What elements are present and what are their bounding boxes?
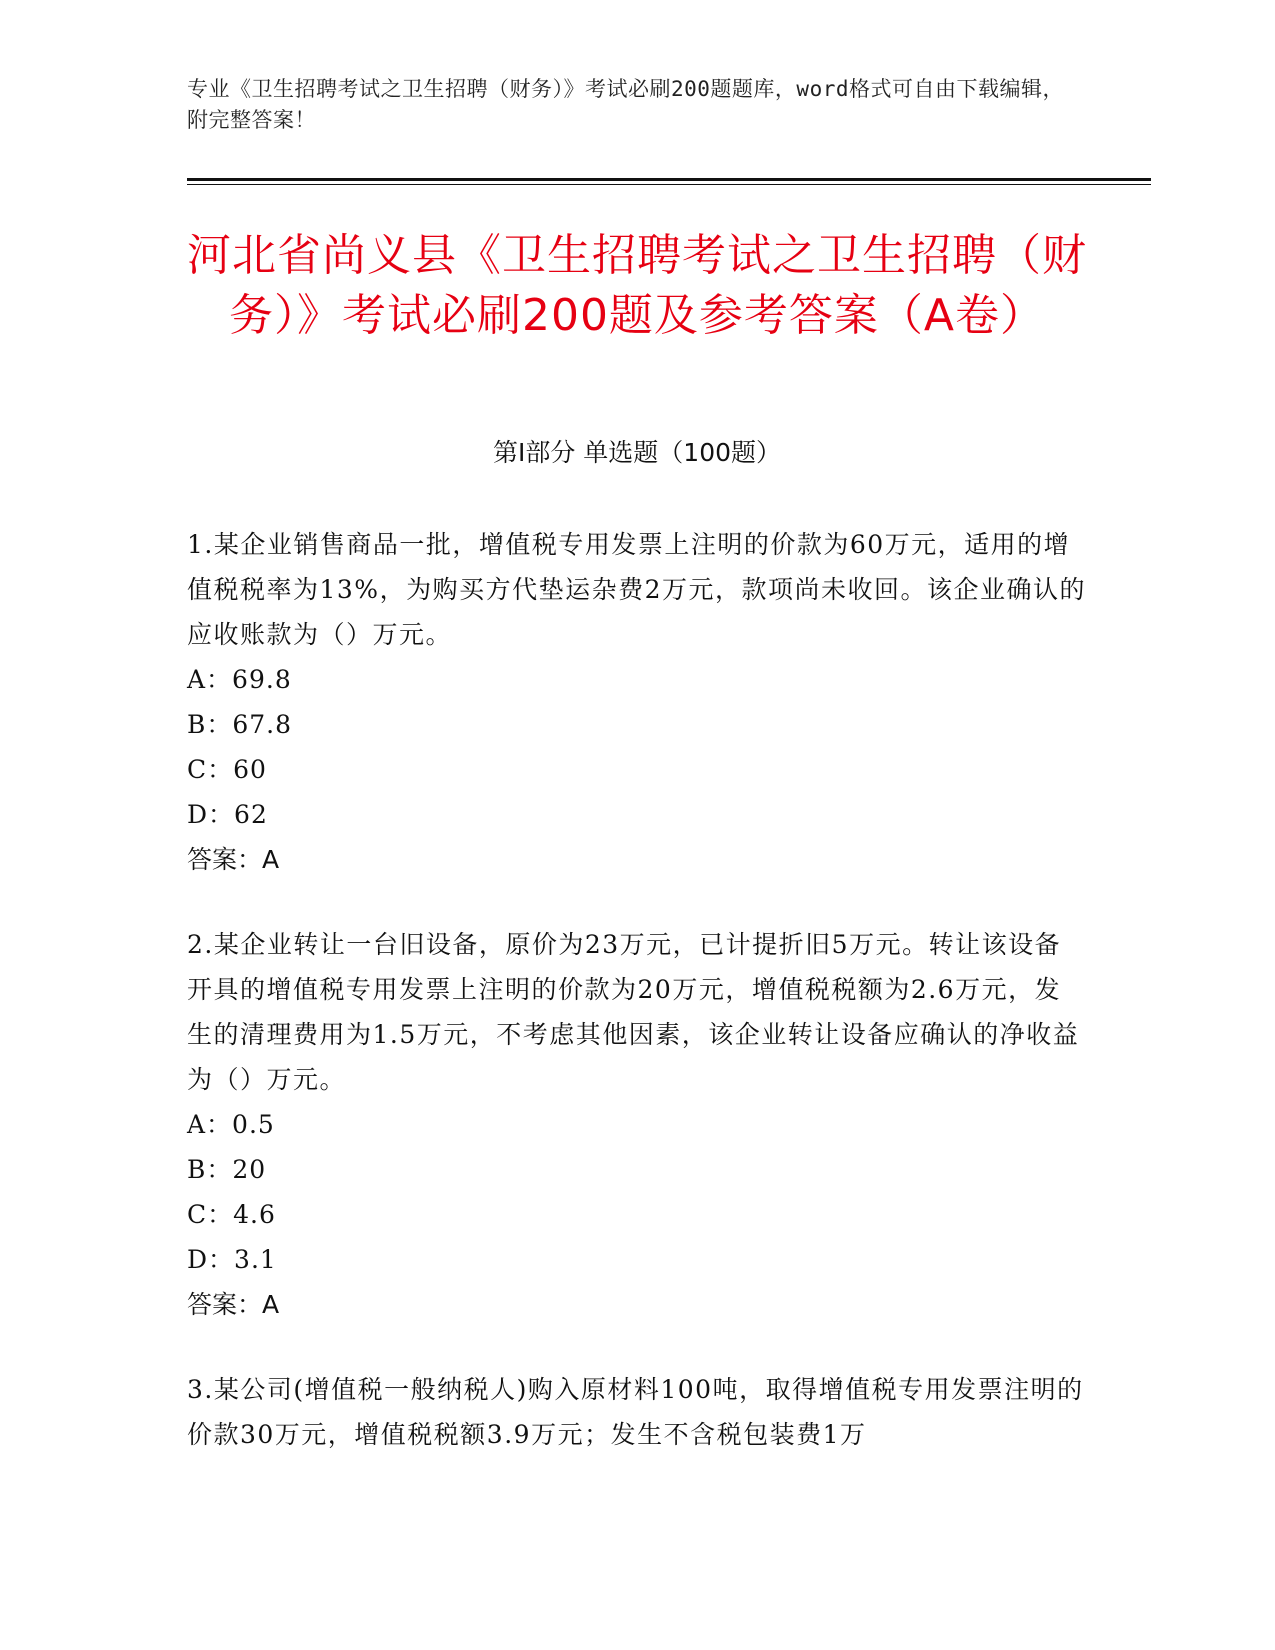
question-3 <box>187 1367 1087 1457</box>
option-d: D：62 <box>187 800 268 829</box>
header-divider-thin <box>187 184 1151 185</box>
option-a: A：69.8 <box>187 665 292 694</box>
question-2 <box>187 922 1087 1327</box>
question-text: 2.某企业转让一台旧设备，原价为23万元，已计提折旧5万元。转让该设备开具的增值税专用发票上注明的价款为20万元，增值税税额为2.6万元，发生的清理费用为1.5万元，不考虑其他因素，该企业转让设备应确认的净收益为（）万元。 <box>187 930 1080 1094</box>
header-divider-thick <box>187 178 1151 181</box>
question-text: 1.某企业销售商品一批，增值税专用发票上注明的价款为60万元，适用的增值税税率为13%，为购买方代垫运杂费2万元，款项尚未收回。该企业确认的应收账款为（）万元。 <box>187 530 1086 649</box>
answer: 答案：A <box>187 845 280 874</box>
option-c: C：60 <box>187 755 267 784</box>
option-a: A：0.5 <box>187 1110 275 1139</box>
section-title: 第I部分 单选题（100题） <box>492 438 782 467</box>
document-title: 河北省尚义县《卫生招聘考试之卫生招聘（财务）》考试必刷200题及参考答案（A卷） <box>187 230 1087 341</box>
question-text: 3.某公司(增值税一般纳税人)购入原材料100吨，取得增值税专用发票注明的价款30万元，增值税税额3.9万元；发生不含税包装费1万 <box>187 1375 1084 1449</box>
option-b: B：67.8 <box>187 710 293 739</box>
question-1 <box>187 522 1087 882</box>
option-d: D：3.1 <box>187 1245 277 1274</box>
option-b: B：20 <box>187 1155 267 1184</box>
option-c: C：4.6 <box>187 1200 276 1229</box>
question-list <box>187 522 1087 1497</box>
header-note: 专业《卫生招聘考试之卫生招聘（财务）》考试必刷200题题库，word格式可自由下载编辑，附完整答案！ <box>187 77 1064 132</box>
answer: 答案：A <box>187 1290 280 1319</box>
